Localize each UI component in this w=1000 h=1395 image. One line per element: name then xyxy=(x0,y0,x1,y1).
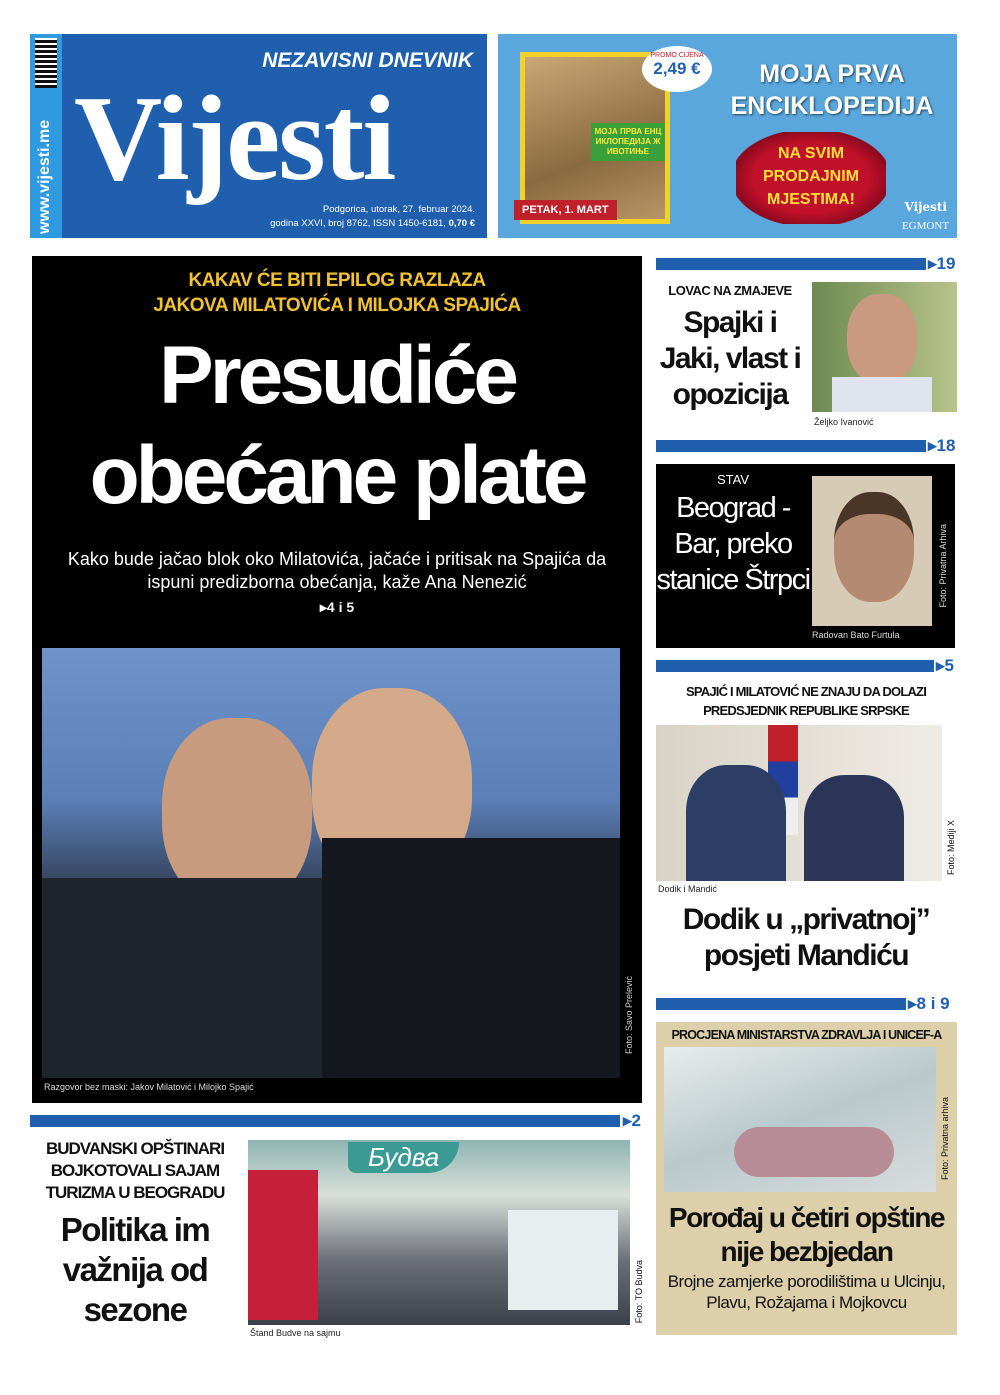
person-right xyxy=(804,775,904,881)
section-bar xyxy=(656,998,906,1010)
masthead-side-strip xyxy=(30,34,62,238)
main-photo-credit: Foto: Savo Prelević xyxy=(624,976,634,1055)
baby xyxy=(734,1127,894,1177)
masthead[interactable] xyxy=(30,34,487,238)
promo-label: PROMO CIJENA xyxy=(650,52,704,59)
promo-price: 2,49 € xyxy=(653,59,701,78)
page-number: 5 xyxy=(944,656,955,675)
bottom-text-block xyxy=(30,1138,240,1330)
main-lead: Kako bude jačao blok oko Milatovića, jačaće i pritisak na Spajića da ispuni predizborna obećanja, kaže Ana Nenezić xyxy=(67,549,607,592)
dodik-photo-credit: Foto: Mediji X xyxy=(946,820,956,876)
main-headline-2: obećane plate xyxy=(89,430,585,521)
main-kicker-1: KAKAV ĆE BITI EPILOG RAZLAZA xyxy=(188,270,486,291)
right-kicker: LOVAC NA ZMAJEVE xyxy=(668,283,792,298)
person-left xyxy=(686,765,786,881)
main-story[interactable] xyxy=(32,256,642,1103)
bottom-photo-credit: Foto: TO Budva xyxy=(634,1260,644,1324)
ad-headline xyxy=(712,58,952,122)
ad-brand-vijesti: Vijesti xyxy=(904,200,947,214)
person-right-body xyxy=(322,838,620,1078)
opinion-photo-credit: Foto: Privatna Arhiva xyxy=(938,524,948,608)
page-ref-2[interactable]: ▸2 xyxy=(623,1111,642,1130)
promo-badge xyxy=(642,46,712,92)
side-url[interactable]: www.vijesti.me xyxy=(36,119,53,234)
masthead-issue xyxy=(270,218,475,230)
issue-line: godina XXVI, broj 8762, ISSN 1450-6181, xyxy=(270,218,446,229)
main-pages: 4 i 5 xyxy=(326,599,355,615)
right-headline[interactable]: Dodik u „privatnoj” posjeti Mandiću xyxy=(682,903,930,972)
right-caption: Dodik i Mandić xyxy=(658,884,718,894)
newborns-photo xyxy=(664,1047,936,1192)
ad-sub: NA SVIM PRODAJNIM MJESTIMA! xyxy=(736,132,886,224)
main-caption: Razgovor bez maski: Jakov Milatović i Milojko Spajić xyxy=(44,1082,254,1092)
page-number: 19 xyxy=(936,254,956,273)
opinion-text xyxy=(656,472,810,598)
health-lead: Brojne zamjerke porodilištima u Ulcinju, Plavu, Rožajama i Mojkovcu xyxy=(667,1272,946,1312)
ad-brand-egmont: EGMONT xyxy=(901,220,949,232)
opinion-caption: Radovan Bato Furtula xyxy=(812,630,900,640)
opinion-box[interactable] xyxy=(656,464,955,648)
price: 0,70 € xyxy=(448,218,475,229)
health-box[interactable] xyxy=(656,1022,957,1335)
section-bar xyxy=(30,1115,620,1127)
page-number: 2 xyxy=(631,1111,642,1130)
bottom-photo[interactable] xyxy=(248,1140,630,1325)
encyclopedia-ad[interactable] xyxy=(498,34,957,238)
health-photo-credit: Foto: Privatna arhiva xyxy=(940,1097,950,1181)
ivanovic-photo[interactable] xyxy=(812,282,957,412)
main-page-ref[interactable] xyxy=(320,598,354,616)
book-title: МОЈА ПРВА ЕНЦИКЛОПЕДИЈА ЖИВОТИЊЕ xyxy=(591,123,665,161)
booth-white xyxy=(508,1210,618,1310)
main-photo[interactable] xyxy=(42,648,620,1078)
page-arrow-icon: ▸ xyxy=(319,599,327,615)
opinion-headline: Beograd - Bar, preko stanice Štrpci xyxy=(656,492,810,596)
right-story-1-text xyxy=(652,282,808,413)
newborns-photo-wrap xyxy=(660,1047,953,1197)
main-kicker-2: JAKOVA MILATOVIĆA I MILOJKA SPAJIĆA xyxy=(153,295,521,316)
section-bar xyxy=(656,258,926,270)
section-bar xyxy=(656,440,926,452)
health-headline: Porođaj u četiri opštine nije bezbjedan xyxy=(668,1202,945,1267)
page-ref-5[interactable]: ▸5 xyxy=(936,656,955,675)
masthead-logo: Vijesti xyxy=(74,71,395,206)
right-caption: Željko Ivanović xyxy=(814,417,874,427)
bottom-headline[interactable]: Politika im važnija od sezone xyxy=(60,1211,210,1328)
health-kicker: PROCJENA MINISTARSTVA ZDRAVLJA I UNICEF-A xyxy=(671,1028,942,1042)
main-kicker xyxy=(32,268,642,318)
barcode-icon xyxy=(35,38,57,88)
page-number: 18 xyxy=(936,436,956,455)
main-headline-1: Presudiće xyxy=(159,330,515,421)
page-ref-8-9[interactable]: ▸8 i 9 xyxy=(908,994,950,1013)
face xyxy=(834,492,914,602)
opinion-kicker: STAV xyxy=(716,472,750,487)
page-ref-18[interactable]: ▸18 xyxy=(928,436,956,455)
bottom-kicker: BUDVANSKI OPŠTINARI BOJKOTOVALI SAJAM TURIZMA U BEOGRADU xyxy=(45,1139,225,1202)
booth-red xyxy=(248,1170,318,1320)
ad-headline-2: ENCIKLOPEDIJA xyxy=(730,92,934,120)
right-kicker: SPAJIĆ I MILATOVIĆ NE ZNAJU DA DOLAZI PREDSJEDNIK REPUBLIKE SRPSKE xyxy=(685,684,927,718)
release-ribbon: PETAK, 1. MART xyxy=(514,200,617,220)
face xyxy=(847,294,917,384)
bottom-caption: Štand Budve na sajmu xyxy=(250,1328,341,1338)
section-bar xyxy=(656,660,934,672)
booth-sign: Будва xyxy=(348,1142,459,1173)
ad-headline-1: MOJA PRVA xyxy=(759,60,905,88)
dodik-mandic-photo[interactable] xyxy=(656,725,942,881)
masthead-date: Podgorica, utorak, 27. februar 2024. xyxy=(322,204,475,215)
masthead-tagline: NEZAVISNI DNEVNIK xyxy=(262,49,473,72)
main-headline xyxy=(32,326,642,526)
shirt xyxy=(832,377,932,412)
page-number: 8 i 9 xyxy=(916,994,950,1013)
main-text-block xyxy=(32,268,642,646)
right-headline[interactable]: Spajki i Jaki, vlast i opozicija xyxy=(659,306,801,411)
page-ref-19[interactable]: ▸19 xyxy=(928,254,956,273)
furtula-photo xyxy=(812,476,932,626)
person-left-body xyxy=(42,878,342,1078)
